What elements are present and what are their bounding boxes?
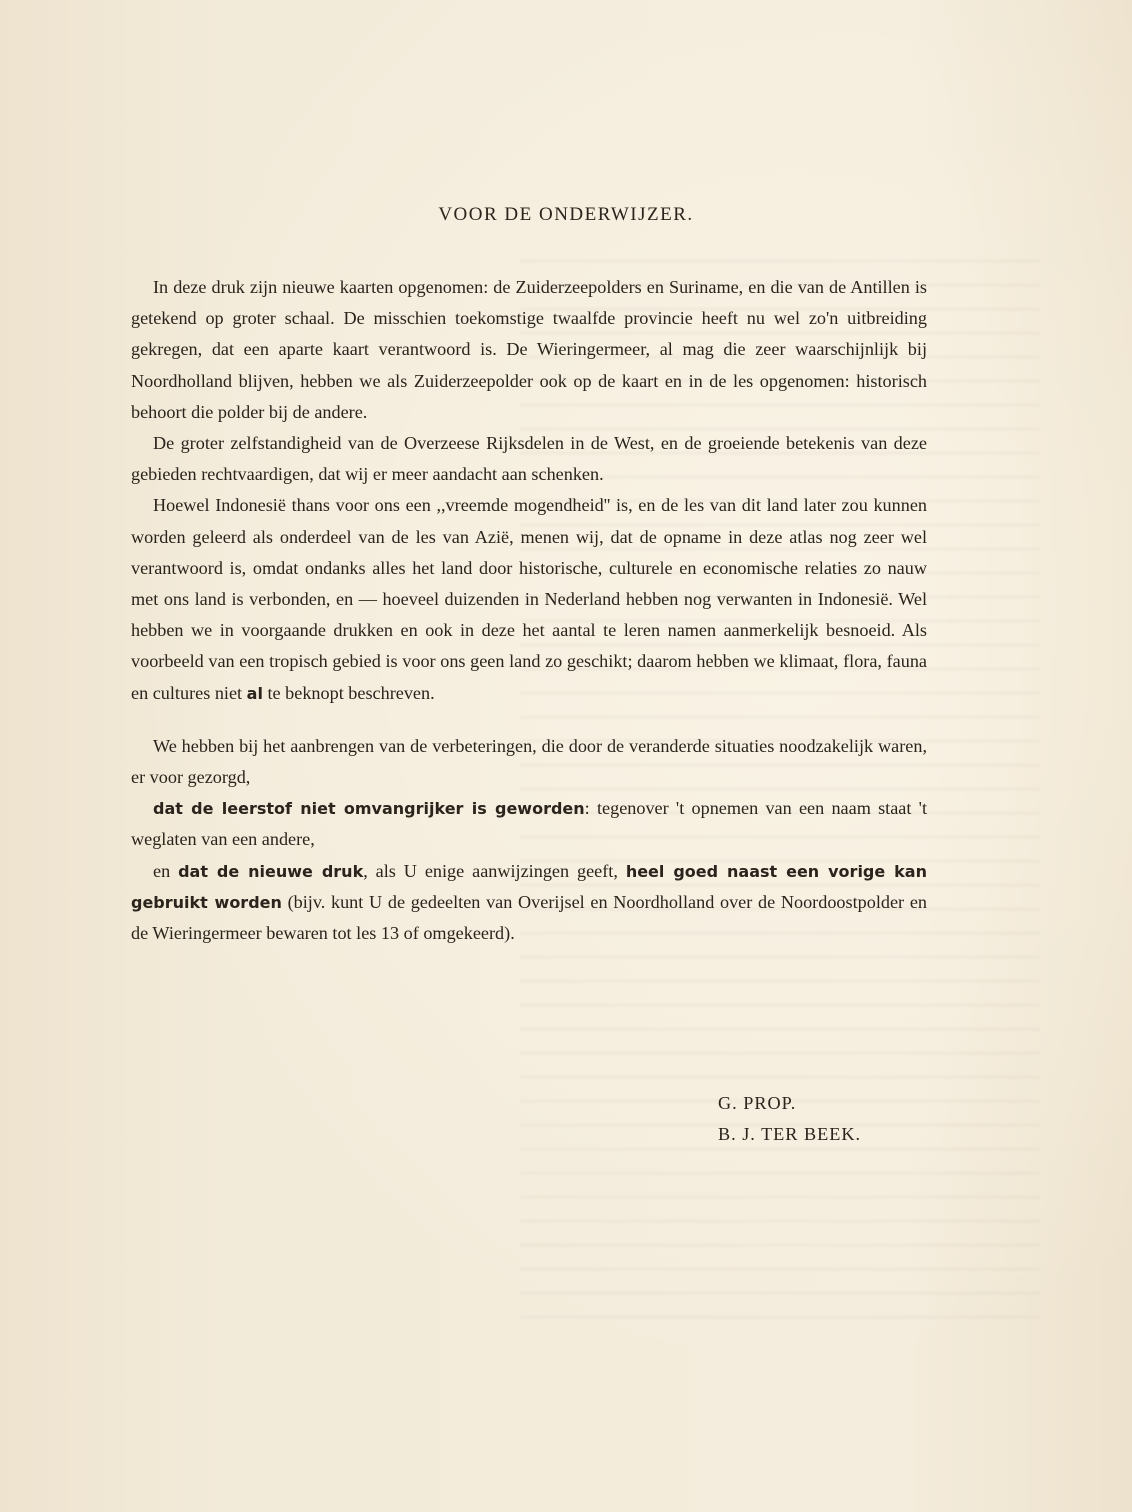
paragraph xyxy=(131,490,927,708)
signature-author-1: G. PROP. xyxy=(718,1093,797,1113)
paragraph-text: We hebben bij het aanbrengen van de verbeteringen, die door de veranderde situaties noodzakelijk waren, er voor gezorgd, xyxy=(131,735,927,788)
paragraph xyxy=(131,731,927,793)
paragraph-text: Hoewel Indonesië thans voor ons een ,,vreemde mogendheid'' is, en de les van dit land later zou kunnen worden geleerd als onderdeel van de les van Azië, menen wij, dat de opname in deze atlas nog zeer wel verantwoord is, omdat ondanks alles het land door historische, culturele en economische relaties zo nauw met ons land is verbonden, en — hoeveel duizenden in Nederland hebben nog verwanten in Indonesië. Wel hebben we in voorgaande drukken en ook in deze het aantal te leren namen aanmerkelijk besnoeid. Als voorbeeld van een tropisch gebied is voor ons geen land zo geschikt; daarom hebben we klimaat, flora, fauna en cultures niet xyxy=(131,495,927,703)
paragraph-text: te beknopt beschreven. xyxy=(262,682,435,703)
paragraph-text: en xyxy=(153,860,179,881)
emphasis-text: al xyxy=(246,683,263,703)
paragraph xyxy=(131,272,927,428)
paragraph xyxy=(131,793,927,855)
paragraph-text: , als U enige aanwijzingen geeft, xyxy=(363,860,626,881)
paragraph-text: In deze druk zijn nieuwe kaarten opgenomen: de Zuiderzeepolders en Suriname, en die van de Antillen is getekend op groter schaal. De misschien toekomstige twaalfde provincie heeft nu wel zo'n uitbreiding gekregen, dat een aparte kaart verantwoord is. De Wieringermeer, al mag die zeer waarschijnlijk bij Noordholland blijven, hebben we als Zuiderzeepolder ook op de kaart en in de les opgenomen: historisch behoort die polder bij de andere. xyxy=(131,277,927,422)
body-text xyxy=(131,272,927,949)
paragraph xyxy=(131,428,927,490)
paragraph xyxy=(131,856,927,950)
emphasis-text: dat de nieuwe druk xyxy=(178,861,364,881)
paragraph-text: (bijv. kunt U de gedeelten van Overijsel en Noordholland over de Noordoostpolder en de Wieringermeer bewaren tot les 13 of omgekeerd). xyxy=(131,891,927,944)
page-title: VOOR DE ONDERWIJZER. xyxy=(438,204,694,225)
signatures xyxy=(718,1088,861,1150)
signature-author-2: B. J. TER BEEK. xyxy=(718,1124,861,1144)
paragraph-text: De groter zelfstandigheid van de Overzeese Rijksdelen in de West, en de groeiende betekenis van deze gebieden rechtvaardigen, dat wij er meer aandacht aan schenken. xyxy=(131,433,927,485)
paragraph-text: : tegenover 't opnemen van een naam staat 't weglaten van een andere, xyxy=(131,798,928,850)
emphasis-text: heel goed naast een vorige kan gebruikt worden xyxy=(131,861,927,912)
emphasis-text: dat de leerstof niet omvangrijker is geworden xyxy=(153,799,585,819)
